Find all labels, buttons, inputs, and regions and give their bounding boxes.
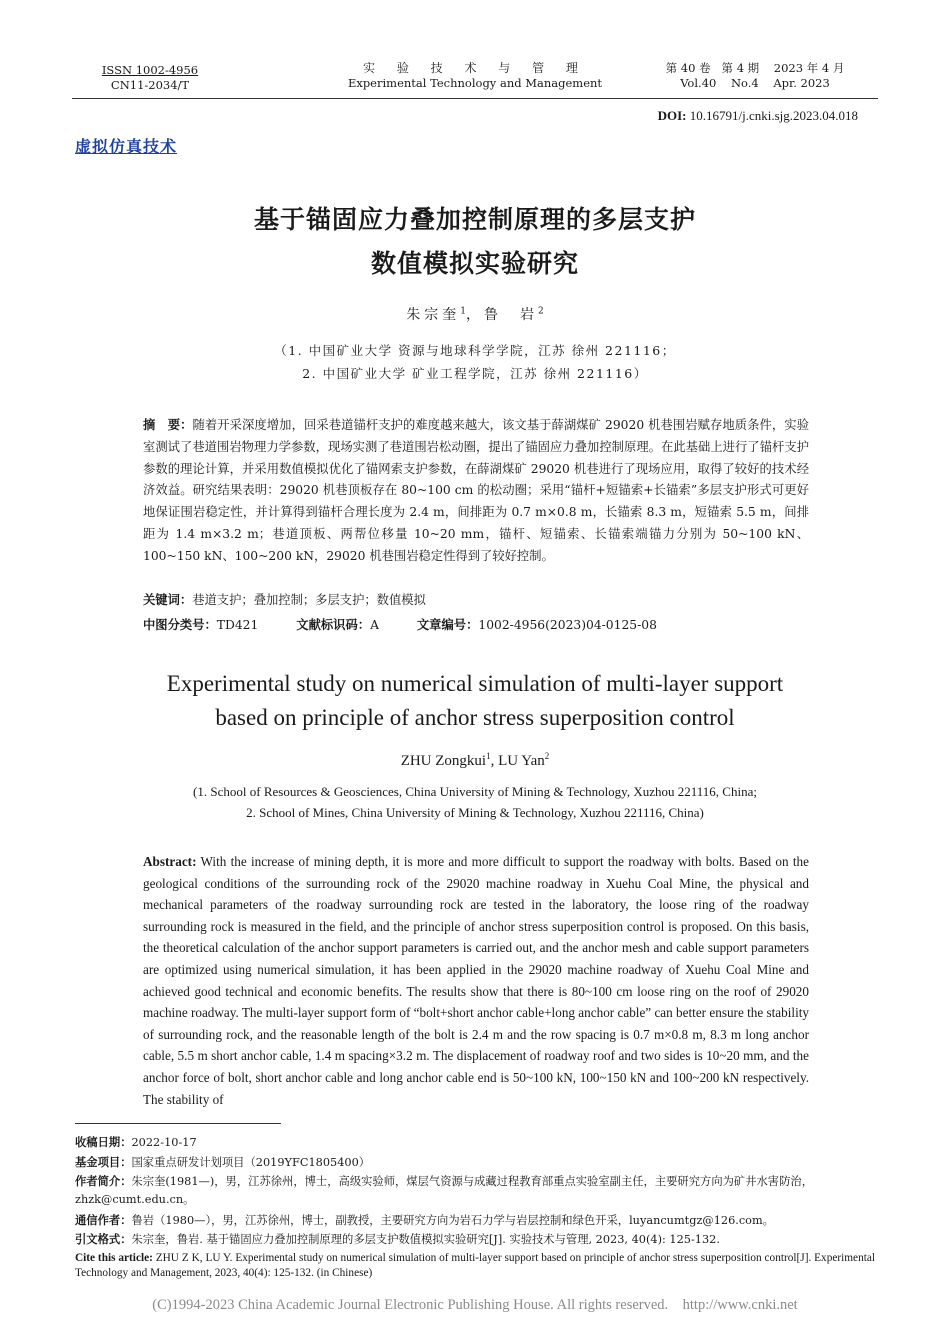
doi-label: DOI: — [657, 108, 687, 123]
footnote-corresponding — [75, 1212, 875, 1230]
fund-label: 基金项目： — [75, 1156, 132, 1169]
received-date: 2022-10-17 — [131, 1136, 197, 1149]
affiliation-cn-1: （1. 中国矿业大学 资源与地球科学学院，江苏 徐州 221116； — [274, 343, 676, 358]
issn: ISSN 1002-4956 — [101, 63, 199, 77]
bio-label: 作者简介： — [75, 1175, 132, 1188]
cite-cn-label: 引文格式： — [75, 1233, 132, 1246]
clc-label: 中图分类号： — [143, 618, 217, 632]
cn-number: CN11-2034/T — [110, 78, 190, 92]
abstract-cn-label: 摘 要： — [143, 418, 193, 432]
header-issn-block — [100, 63, 200, 93]
keywords-cn-text: 巷道支护；叠加控制；多层支护；数值模拟 — [192, 593, 426, 607]
abstract-en-label: Abstract: — [143, 854, 197, 869]
doc-code-value: A — [370, 618, 379, 632]
doi-value[interactable]: 10.16791/j.cnki.sjg.2023.04.018 — [689, 108, 858, 123]
title-cn-line1: 基于锚固应力叠加控制原理的多层支护 — [253, 205, 696, 234]
bio-text: 朱宗奎(1981—)，男，江苏徐州，博士，高级实验师，煤层气资源与成藏过程教育部重点实验室副主任，主要研究方向为矿井水害防治，zhzk@cumt.edu.cn。 — [75, 1175, 813, 1206]
author-1-affil: 1 — [460, 306, 466, 317]
affiliation-cn-2: 2. 中国矿业大学 矿业工程学院，江苏 徐州 221116） — [302, 366, 648, 381]
abstract-cn — [143, 415, 809, 568]
authors-cn — [75, 304, 875, 324]
fund-text: 国家重点研发计划项目（2019YFC1805400） — [131, 1156, 371, 1169]
journal-name-en: Experimental Technology and Management — [347, 76, 603, 90]
abstract-en — [143, 851, 809, 1110]
author-2: 鲁 岩 — [484, 307, 538, 323]
author-1: 朱宗奎 — [406, 307, 461, 323]
footnote-bio — [75, 1173, 875, 1209]
affiliation-en-1: (1. School of Resources & Geosciences, China University of Mining & Technology, Xuzhou 221116, China; — [193, 784, 757, 799]
footnote-received — [75, 1134, 875, 1152]
cite-en-label: Cite this article: — [75, 1252, 153, 1264]
footnote-cite-en — [75, 1251, 875, 1281]
issue-en: Vol.40 No.4 Apr. 2023 — [680, 76, 830, 90]
received-label: 收稿日期： — [75, 1136, 132, 1149]
header-journal-block — [330, 61, 620, 91]
title-cn-line2: 数值模拟实验研究 — [370, 249, 579, 278]
issue-cn: 第 40 卷 第 4 期 2023 年 4 月 — [665, 61, 845, 75]
abstract-cn-text: 随着开采深度增加，回采巷道锚杆支护的难度越来越大，该文基于薛湖煤矿 29020 机巷围岩赋存地质条件，实验室测试了巷道围岩物理力学参数，现场实测了巷道围岩松动圈，提出了锚固应力叠加控制原理。在此基础上进行了锚杆支护参数的理论计算，并采用数值模拟优化了锚网索支护参数，在薛湖煤矿 29020 机巷进行了现场应用，取得了较好的技术经济效益。研究结果表明：29020 机巷顶板存在 80~100 cm 的松动圈；采用“锚杆+短锚索+长锚索”多层支护形式可更好地保证围岩稳定性，并计算得到锚杆合理长度为 2.4 m，间排距为 0.7 m×0.8 m，长锚索 8.3 m，短锚索 5.5 m，间排距为 1.4 m×3.2 m；巷道顶板、两帮位移量 10~20 mm，锚杆、短锚索、长锚索端锚力分别为 50~100 kN、100~150 kN、100~200 kN，29020 机巷围岩稳定性得到了较好控制。 — [143, 418, 809, 563]
copyright-watermark: (C)1994-2023 China Academic Journal Electronic Publishing House. All rights reserved. http://www.cnki.net — [152, 1297, 798, 1313]
footnote-rule — [75, 1123, 281, 1124]
classification-line — [143, 615, 823, 633]
author-separator: ， — [466, 307, 484, 323]
footnote-cite-cn — [75, 1231, 875, 1249]
keywords-cn — [143, 590, 426, 608]
affiliation-en-2: 2. School of Mines, China University of Mining & Technology, Xuzhou 221116, China) — [246, 805, 704, 820]
header-issue-block — [640, 61, 870, 91]
article-number-label: 文章编号： — [416, 618, 479, 632]
cite-cn-text: 朱宗奎，鲁岩. 基于锚固应力叠加控制原理的多层支护数值模拟实验研究[J]. 实验技术与管理, 2023, 40(4): 125-132. — [131, 1233, 720, 1246]
cite-en-text: ZHU Z K, LU Y. Experimental study on numerical simulation of multi-layer support based on principle of anchor stress superposition control[J]. Experimental Technology and Management, 2023, 40(4): 125-132. (in Chinese) — [75, 1252, 876, 1279]
doc-code-label: 文献标识码： — [296, 618, 371, 632]
column-label: 虚拟仿真技术 — [75, 137, 178, 156]
header-rule — [72, 98, 878, 99]
corresponding-label: 通信作者： — [75, 1214, 132, 1227]
article-number-value: 1002-4956(2023)04-0125-08 — [478, 618, 657, 632]
author-en-1-affil: 1 — [486, 751, 491, 761]
authors-en — [75, 751, 875, 770]
footnote-fund — [75, 1154, 875, 1172]
abstract-en-text: With the increase of mining depth, it is more and more difficult to support the roadway with bolts. Based on the geological conditions of the surrounding rock of the 29020 machine roadway in Xuehu Coal Mine, the physical and mechanical parameters of the roadway surrounding rock are tested in the laboratory, the loose ring of the roadway surrounding rock is measured in the field, and the principle of anchor stress superposition control is proposed. On this basis, the theoretical calculation of the anchor support parameters is carried out, and the anchor mesh and cable support parameters are optimized using numerical simulation, it has been applied in the 29020 machine roadway of Xuehu Coal Mine and achieved good technical and economic benefits. The results show that there is 80~100 cm loose ring on the roof of 29020 machine roadway. The multi-layer support form of “bolt+short anchor cable+long anchor cable” can better ensure the stability of surrounding rock, and the reasonable length of the bolt is 2.4 m and the row spacing is 0.7 m×0.8 m, 8.3 m long anchor cable, 5.5 m short anchor cable, 1.4 m spacing×3.2 m. The displacement of roadway roof and two sides is 10~20 mm, and the anchor force of bolt, short anchor cable and long anchor cable end is 50~100 kN, 100~150 kN and 100~200 kN respectively. The stability of — [143, 854, 809, 1107]
journal-name-cn: 实 验 技 术 与 管 理 — [363, 61, 587, 75]
author-en-separator: , — [490, 753, 499, 769]
author-en-2: LU Yan — [498, 753, 545, 769]
corresponding-text: 鲁岩（1980—），男，江苏徐州，博士，副教授，主要研究方向为岩石力学与岩层控制和绿色开采，luyancumtgz@126.com。 — [131, 1214, 774, 1227]
doi-line — [658, 108, 858, 124]
title-en-line1: Experimental study on numerical simulation of multi-layer support — [166, 671, 784, 696]
author-2-affil: 2 — [538, 306, 544, 317]
author-en-1: ZHU Zongkui — [400, 753, 487, 769]
title-en-line2: based on principle of anchor stress superposition control — [215, 705, 735, 730]
clc-value: TD421 — [216, 618, 259, 632]
keywords-cn-label: 关键词： — [143, 593, 193, 607]
author-en-2-affil: 2 — [544, 751, 550, 761]
